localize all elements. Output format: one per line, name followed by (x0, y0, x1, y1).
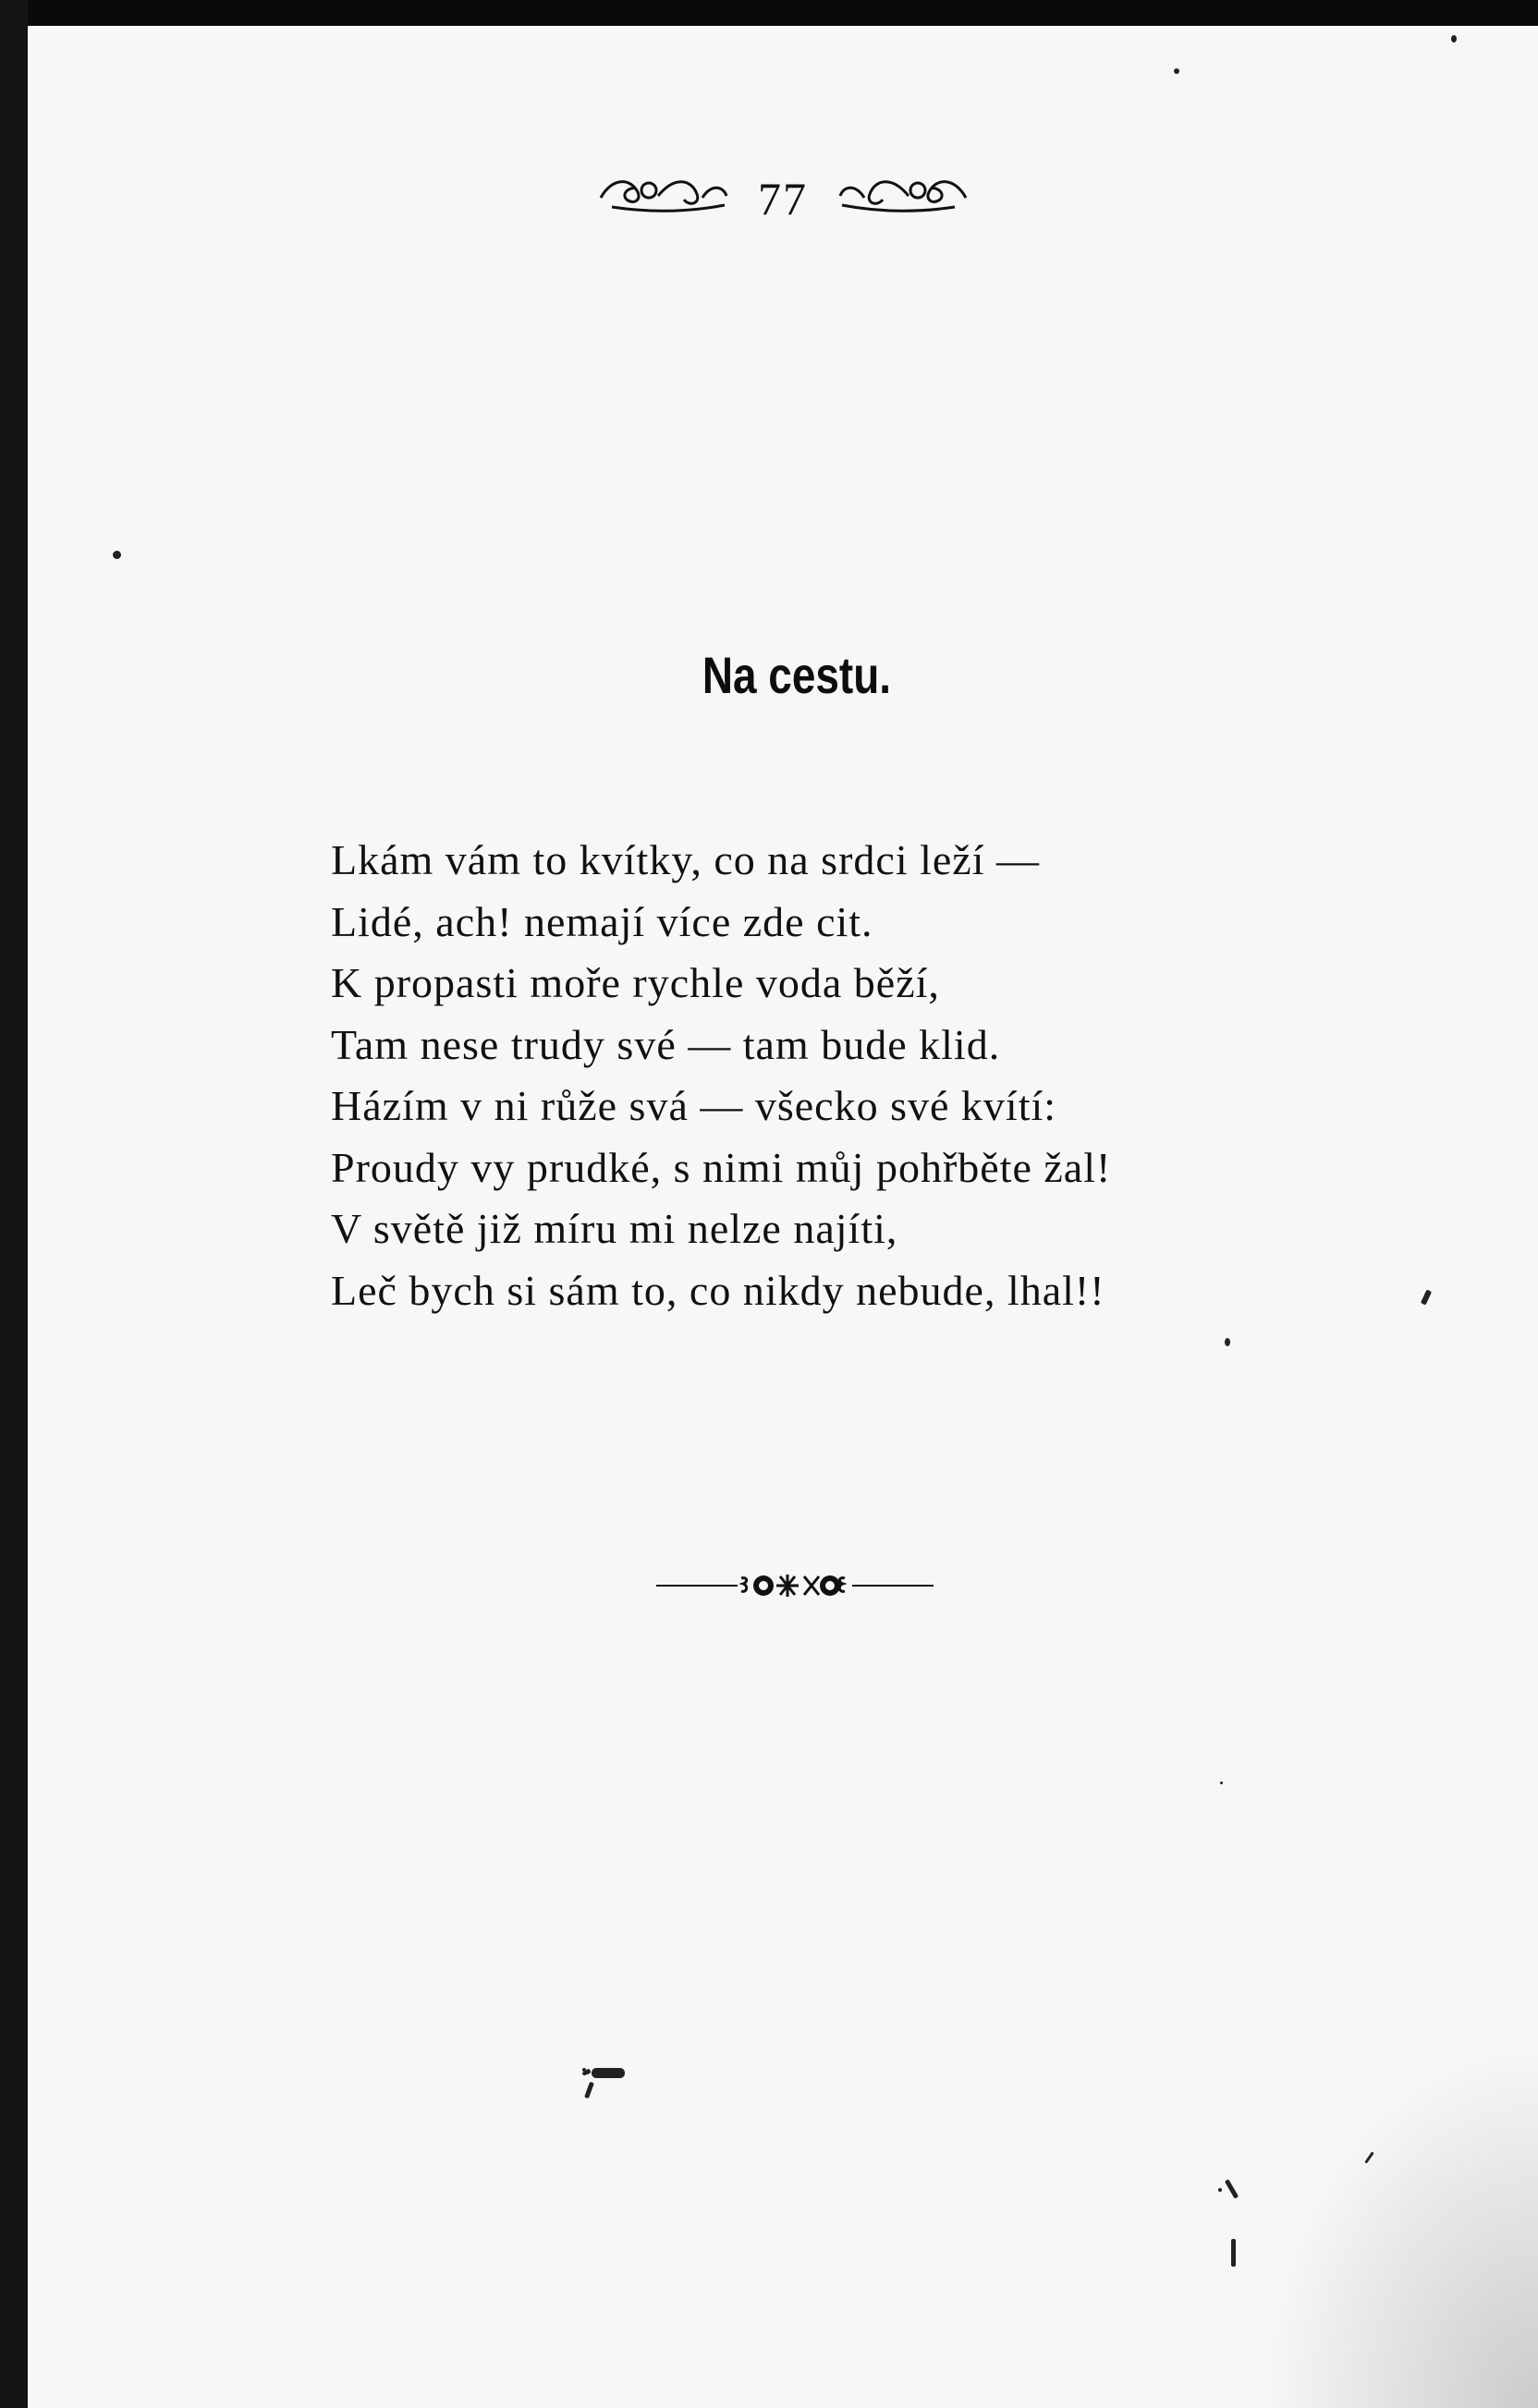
poem-body (331, 830, 1348, 1321)
poem-line: Tam nese trudy své — tam bude klid. (331, 1020, 1001, 1068)
scan-speck (1220, 1782, 1223, 1784)
poem-line: K propasti moře rychle voda běží, (331, 959, 940, 1006)
poem-line: Házím v ni růže svá — všecko své kvítí: (331, 1082, 1057, 1129)
page-number: 77 (758, 172, 808, 225)
poem-title: Na cestu. (702, 646, 892, 704)
scan-mark (592, 2068, 625, 2078)
page-header (28, 166, 1538, 240)
scan-speck (1451, 35, 1457, 43)
scan-speck (1225, 1338, 1230, 1346)
section-end-ornament-icon (656, 1567, 934, 1604)
scan-speck (1231, 2239, 1236, 2267)
scan-shadow (1261, 2038, 1538, 2408)
scan-speck (113, 551, 121, 559)
floral-ornament-left-icon (593, 170, 732, 227)
poem-line: Lkám vám to kvítky, co na srdci leží — (331, 836, 1040, 883)
scan-speck (1218, 2188, 1222, 2192)
floral-ornament-right-icon (835, 170, 973, 227)
scan-speck (1225, 2179, 1239, 2199)
scan-left-edge (0, 0, 28, 2408)
scan-speck (587, 2070, 590, 2073)
scan-speck (1421, 1289, 1432, 1305)
poem-line: Proudy vy prudké, s nimi můj pohřběte žal! (331, 1143, 1112, 1191)
scan-speck (1174, 68, 1179, 74)
scan-speck (584, 2082, 594, 2099)
poem-line: Leč bych si sám to, co nikdy nebude, lhal!! (331, 1266, 1105, 1314)
book-page (28, 26, 1538, 2408)
poem-line: Lidé, ach! nemají více zde cit. (331, 897, 873, 945)
scan-top-edge (0, 0, 1538, 26)
poem-line: V světě již míru mi nelze najíti, (331, 1205, 898, 1252)
